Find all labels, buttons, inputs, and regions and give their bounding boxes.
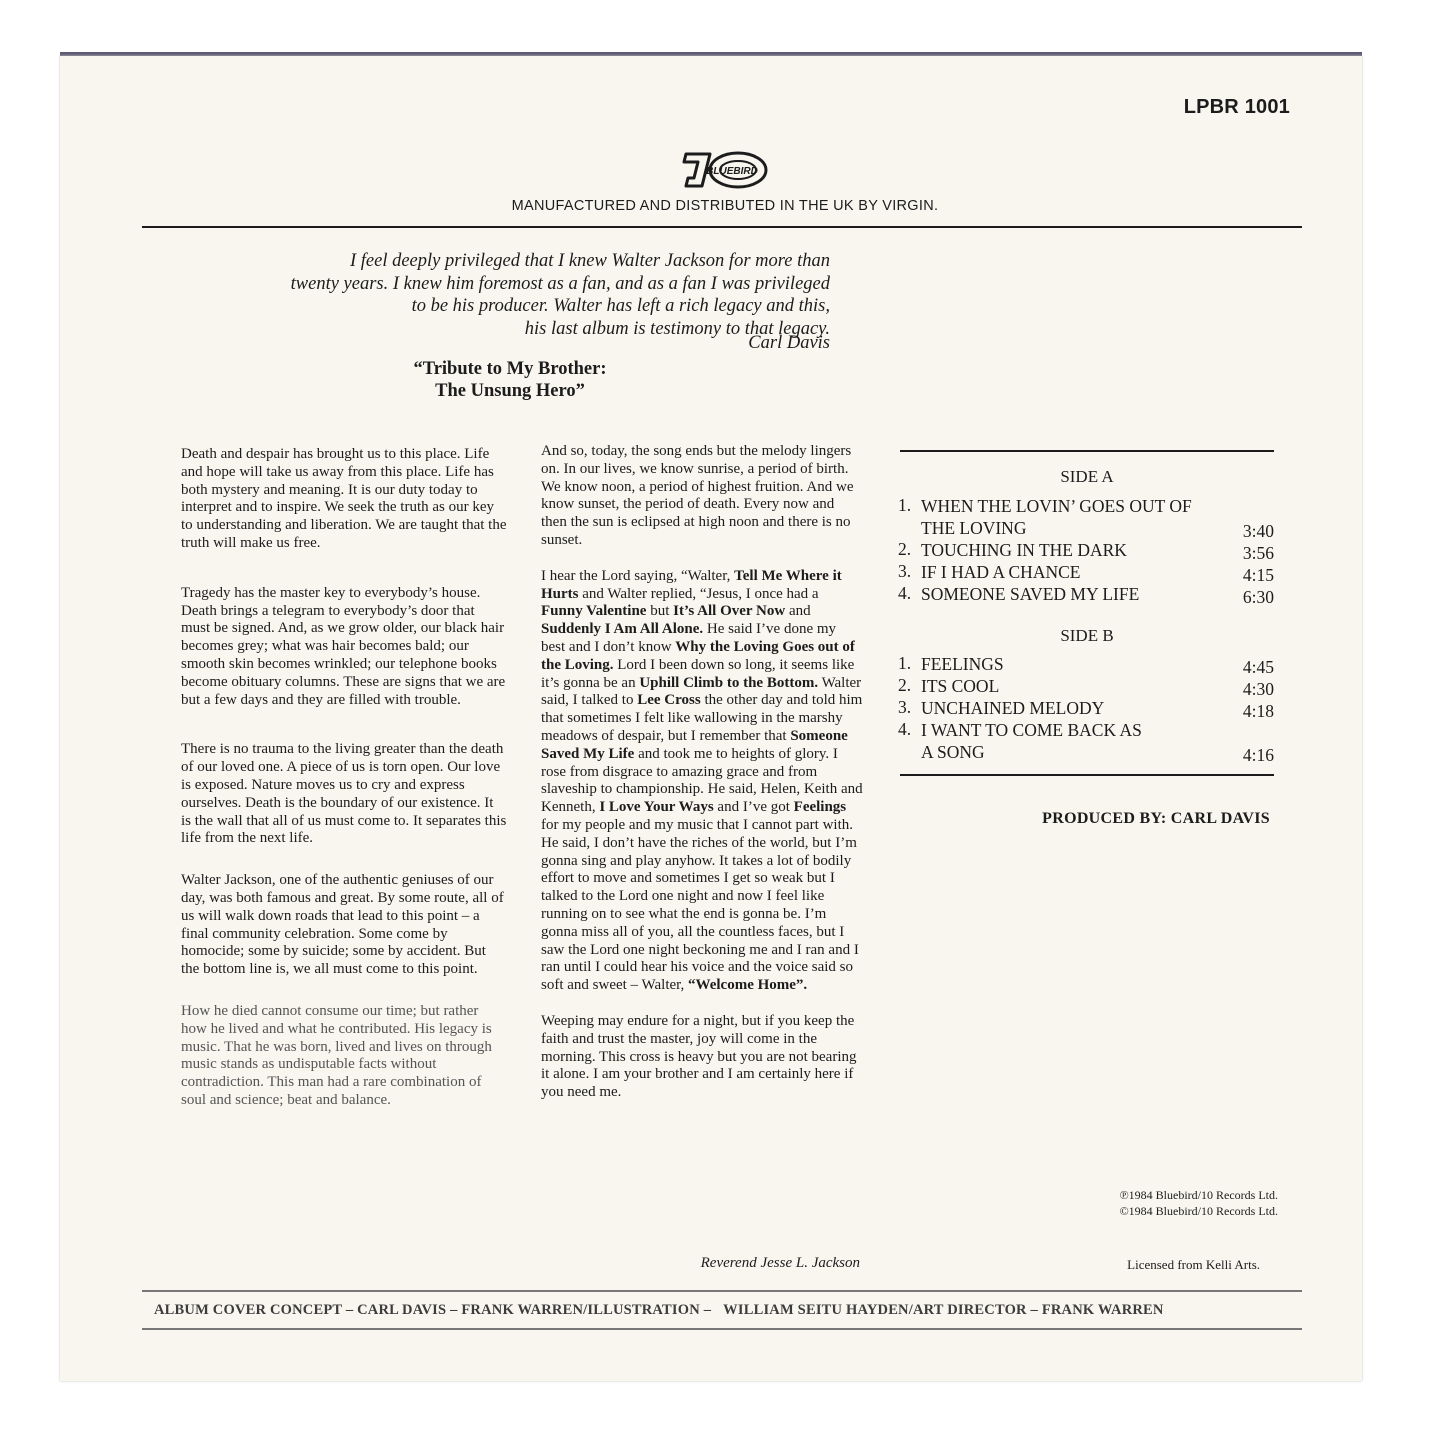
track-title-line: THE LOVING [921, 518, 1027, 538]
paragraph: Tragedy has the master key to everybody’s house. Death brings a telegram to everybody’s door that must be signed. And, as we grow older, our black hair becomes grey; what was hair becomes bald; our smooth skin becomes wrinkled; our telephone books become obituary columns. These are signs that we are but a few days and they are filled with trouble. [181, 584, 506, 708]
producer-quote [150, 250, 830, 340]
track-title-line: UNCHAINED MELODY [921, 698, 1105, 718]
copyright-notice [1060, 1187, 1278, 1219]
song-title: It’s All Over Now [673, 603, 786, 620]
paragraph: How he died cannot consume our time; but rather how he lived and what he contributed. His legacy is music. That he was born, lived and lives on through music stands as undisputable facts without contradiction. This man had a rare combination of soul and science; beat and balance. [181, 1002, 492, 1108]
track-title-line: SOMEONE SAVED MY LIFE [921, 584, 1140, 604]
logo-text: BLUEBIRD [706, 166, 758, 177]
catalog-number: LPBR 1001 [1183, 96, 1290, 118]
song-title: Lee Cross [637, 692, 701, 709]
manufacturer-notice: MANUFACTURED AND DISTRIBUTED IN THE UK BY VIRGIN. [511, 198, 939, 214]
paragraph: And so, today, the song ends but the melody lingers on. In our lives, we know sunrise, a period of birth. We know noon, a period of highest fruition. And we know sunset, the period of death. Every now and then the sun is eclipsed at high noon and there is no sunset. [541, 443, 854, 548]
tribute-title-line2: The Unsung Hero” [435, 381, 585, 401]
song-title: Why the Loving Goes out of the Loving. [541, 638, 855, 673]
paragraph: There is no trauma to the living greater than the death of our loved one. A piece of us is torn open. Our love is exposed. Nature moves us to cry and express ourselves. Death is the boundary of our existence. It is the wall that all of us must come to. It separates this life from the next life. [181, 741, 507, 847]
track-title-line: ITS COOL [921, 676, 1000, 696]
liner-notes-column-1 [181, 446, 507, 1128]
track-number: 3. [898, 697, 912, 717]
track-number: 4. [898, 583, 912, 603]
track-duration: 3:40 [1242, 521, 1274, 541]
tracklist-rule-bottom [900, 774, 1274, 776]
text-run: for my people and my music that I cannot part with. He said, I don’t have the riches of the world, but I’m gonna sing and play anyhow. It takes a lot of bodily effort to move and sometimes I get so weak but I talked to the Lord one night and now I feel like running on to see what the end is gonna be. I’m gonna miss all of you, all the countless faces, but I saw the Lord one night beckoning me and I ran and I ran until I could hear his voice and the voice said so soft and sweet – Walter, [541, 816, 859, 994]
paragraph: Walter Jackson, one of the authentic geniuses of our day, was both famous and great. By some route, all of us will walk down roads that lead to this point – a final community celebration. Some come by homocide; some by suicide; some by accident. But the bottom line is, we all must come to this point. [181, 872, 504, 978]
track-title-line: I WANT TO COME BACK AS [921, 720, 1142, 740]
paragraph-with-song-titles [541, 568, 863, 995]
track-title [921, 675, 999, 697]
credits-rule-bottom [142, 1328, 1302, 1330]
track-title-line: FEELINGS [921, 654, 1004, 674]
track-title [921, 539, 1127, 561]
text-run: Lord I been down so long, it seems like it’s gonna be an [541, 656, 855, 691]
side-b-heading: SIDE B [1060, 626, 1114, 645]
side-a-heading: SIDE A [1060, 467, 1114, 486]
quote-line: his last album is testimony to that legacy. [524, 318, 830, 339]
tribute-title [330, 358, 690, 402]
quote-attribution: Carl Davis [748, 333, 830, 353]
track-title [921, 561, 1080, 583]
track-title-line: TOUCHING IN THE DARK [921, 540, 1127, 560]
liner-notes-column-2 [541, 443, 863, 1120]
notes-attribution: Reverend Jesse L. Jackson [700, 1255, 860, 1271]
credit-part: WILLIAM SEITU HAYDEN/ART DIRECTOR – FRANK WARREN [723, 1302, 1164, 1318]
tribute-title-line1: “Tribute to My Brother: [413, 359, 607, 379]
bluebird-10-logo [680, 146, 770, 192]
track-title [921, 697, 1104, 719]
credits-rule-top [142, 1290, 1302, 1292]
track-number: 1. [898, 653, 912, 673]
text-run: and Walter replied, “Jesus, I once had a [578, 585, 819, 602]
track-title [921, 719, 1142, 763]
text-run: the other day and told him that sometimes I felt like wallowing in the marshy meadows of despair, but I remember that [541, 692, 863, 744]
track-title-line: WHEN THE LOVIN’ GOES OUT OF [921, 496, 1192, 516]
tracklist-rule-top [900, 450, 1274, 452]
song-title: Tell Me Where it Hurts [541, 567, 842, 602]
song-title: “Welcome Home”. [688, 977, 808, 994]
track-duration: 6:30 [1242, 587, 1274, 607]
art-credits [154, 1302, 1294, 1319]
header-rule [142, 226, 1302, 228]
license-notice: Licensed from Kelli Arts. [1127, 1257, 1260, 1272]
quote-line: I feel deeply privileged that I knew Walter Jackson for more than [349, 251, 830, 271]
phonogram-line: ℗1984 Bluebird/10 Records Ltd. [1119, 1188, 1278, 1202]
paragraph: Weeping may endure for a night, but if you keep the faith and trust the master, joy will come in the morning. This cross is heavy but you are not bearing it alone. I am your brother and I am certainly here if you need me. [541, 1012, 857, 1101]
text-run: but [646, 603, 674, 620]
produced-by: PRODUCED BY: CARL DAVIS [1042, 810, 1270, 827]
track-number: 2. [898, 675, 912, 695]
quote-line: twenty years. I knew him foremost as a fan, and as a fan I was privileged [290, 273, 830, 294]
text-run: and took me to heights of glory. I rose from disgrace to amazing grace and from slaveship to championship. He said, Helen, Keith and Kenneth, [541, 745, 863, 816]
track-title-line: IF I HAD A CHANCE [921, 562, 1081, 582]
track-title [921, 583, 1139, 605]
text-run: and I’ve got [713, 799, 794, 816]
track-title-line: A SONG [921, 742, 985, 762]
track-duration: 4:45 [1242, 657, 1274, 677]
track-duration: 3:56 [1242, 543, 1274, 563]
song-title: I Love Your Ways [599, 799, 714, 816]
track-title [921, 653, 1004, 675]
text-run: and [785, 603, 811, 620]
quote-line: to be his producer. Walter has left a rich legacy and this, [411, 296, 830, 316]
paragraph: Death and despair has brought us to this place. Life and hope will take us away from this place. Life has both mystery and meaning. It is our duty today to interpret and to inspire. We seek the truth as our key to understanding and liberation. We are taught that the truth will make us free. [181, 446, 507, 551]
track-title [921, 495, 1192, 539]
song-title: Someone Saved My Life [541, 727, 848, 762]
song-title: Feelings [793, 799, 847, 816]
text-run: He said I’ve done my best and I don’t know [541, 621, 837, 655]
text-run: Walter said, I talked to [541, 674, 862, 709]
text-run: I hear the Lord saying, “Walter, [541, 567, 735, 584]
track-duration: 4:16 [1242, 745, 1274, 765]
track-duration: 4:18 [1242, 701, 1274, 721]
track-number: 1. [898, 495, 912, 515]
song-title: Funny Valentine [541, 603, 647, 620]
track-number: 2. [898, 539, 912, 559]
track-duration: 4:15 [1242, 565, 1274, 585]
copyright-line: ©1984 Bluebird/10 Records Ltd. [1119, 1204, 1278, 1218]
track-duration: 4:30 [1242, 679, 1274, 699]
song-title: Suddenly I Am All Alone. [541, 621, 704, 638]
track-number: 3. [898, 561, 912, 581]
credit-part: ALBUM COVER CONCEPT – CARL DAVIS – FRANK WARREN/ILLUSTRATION – [154, 1302, 712, 1318]
song-title: Uphill Climb to the Bottom. [639, 674, 819, 691]
track-number: 4. [898, 719, 912, 739]
